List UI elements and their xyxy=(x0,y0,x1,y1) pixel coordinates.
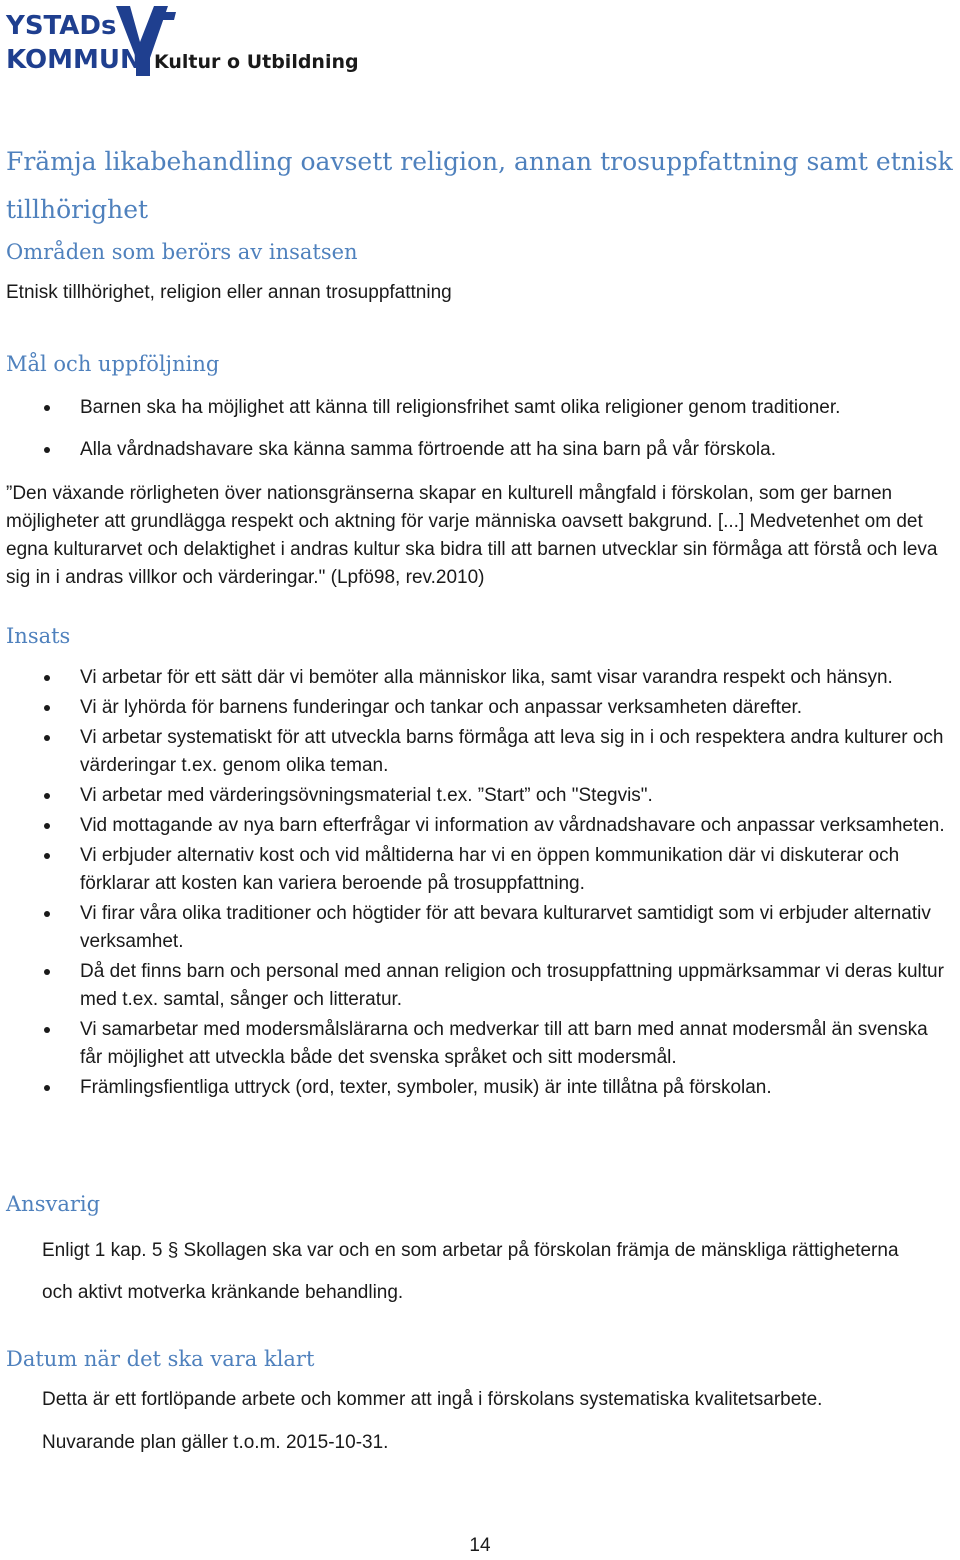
action-text: Vi är lyhörda för barnens funderingar och tankar och anpassar verksamheten därefter. xyxy=(80,697,803,718)
list-item xyxy=(0,664,955,692)
list-item xyxy=(0,694,955,722)
ystad-logo-graphic xyxy=(4,2,359,78)
list-item xyxy=(0,782,955,810)
action-text: Vi erbjuder alternativ kost och vid måltiderna har vi en öppen kommunikation där vi diskuterar och förklarar att kosten kan variera beroende på trosuppfattning. xyxy=(80,845,900,894)
actions-heading: Insats xyxy=(6,624,71,648)
bullet-icon xyxy=(44,1085,50,1091)
validity-text: Nuvarande plan gäller t.o.m. 2015-10-31. xyxy=(42,1432,389,1453)
logo-text-line2: KOMMUN xyxy=(6,45,142,75)
list-item xyxy=(0,724,955,780)
deadline-heading: Datum när det ska vara klart xyxy=(6,1347,315,1371)
areas-heading: Områden som berörs av insatsen xyxy=(6,240,358,264)
action-text: Vi arbetar systematiskt för att utveckla barns förmåga att leva sig in i och respektera andra kulturer och värderingar t.ex. genom olika teman. xyxy=(80,727,944,776)
bullet-icon xyxy=(44,793,50,799)
bullet-icon xyxy=(44,705,50,711)
action-text: Vi samarbetar med modersmålslärarna och medverkar till att barn med annat modersmål än svenska får möjlighet att utveckla både det svenska språket och sitt modersmål. xyxy=(80,1019,928,1068)
action-text: Vi arbetar för ett sätt där vi bemöter alla människor lika, samt visar varandra respekt och hänsyn. xyxy=(80,667,893,688)
responsible-heading: Ansvarig xyxy=(6,1192,101,1216)
list-item xyxy=(0,1074,955,1102)
action-text: Vid mottagande av nya barn efterfrågar vi information av vårdnadshavare och anpassar verksamheten. xyxy=(80,815,945,836)
bullet-icon xyxy=(44,911,50,917)
list-item xyxy=(0,842,955,898)
list-item xyxy=(0,394,950,422)
actions-list xyxy=(0,664,955,1102)
bullet-icon xyxy=(44,735,50,741)
bullet-icon xyxy=(44,405,50,411)
list-item xyxy=(0,436,950,464)
goal-text: Barnen ska ha möjlighet att känna till religionsfrihet samt olika religioner genom traditioner. xyxy=(80,397,841,418)
goals-heading: Mål och uppföljning xyxy=(6,352,220,376)
logo-text-department: Kultur o Utbildning xyxy=(154,51,359,73)
goals-list xyxy=(0,394,950,464)
responsible-text: Enligt 1 kap. 5 § Skollagen ska var och en som arbetar på förskolan främja de mänskliga rättigheterna och aktivt motverka kränkande behandling. xyxy=(42,1240,899,1303)
goal-text: Alla vårdnadshavare ska känna samma förtroende att ha sina barn på vår förskola. xyxy=(80,439,776,460)
municipality-logo xyxy=(4,2,359,78)
action-text: Främlingsfientliga uttryck (ord, texter, symboler, musik) är inte tillåtna på förskolan. xyxy=(80,1077,772,1098)
bullet-icon xyxy=(44,447,50,453)
action-text: Vi arbetar med värderingsövningsmaterial t.ex. ”Start” och "Stegvis". xyxy=(80,785,653,806)
list-item xyxy=(0,812,955,840)
bullet-icon xyxy=(44,853,50,859)
curriculum-quote: ”Den växande rörligheten över nationsgränserna skapar en kulturell mångfald i förskolan, som ger barnen möjligheter att grundlägga respekt och aktning för varje människa oavsett bakgrund. [...] Medvetenhet om det egna kulturarvet och delaktighet i andras kultur ska bidra till att barnen utvecklar sin förmåga att förstå och leva sig in i andras villkor och värderingar." (Lpfö98, rev.2010) xyxy=(6,483,938,588)
page-number: 14 xyxy=(469,1535,491,1556)
bullet-icon xyxy=(44,969,50,975)
bullet-icon xyxy=(44,675,50,681)
logo-text-line1: YSTADs xyxy=(6,11,117,41)
bullet-icon xyxy=(44,1027,50,1033)
list-item xyxy=(0,1016,955,1072)
action-text: Då det finns barn och personal med annan religion och trosuppfattning uppmärksammar vi deras kultur med t.ex. samtal, sånger och litteratur. xyxy=(80,961,944,1010)
list-item xyxy=(0,900,955,956)
deadline-text: Detta är ett fortlöpande arbete och kommer att ingå i förskolans systematiska kvalitetsarbete. xyxy=(42,1389,823,1410)
areas-text: Etnisk tillhörighet, religion eller annan trosuppfattning xyxy=(6,282,452,303)
page-title: Främja likabehandling oavsett religion, annan trosuppfattning samt etnisk tillhörighet xyxy=(6,147,953,224)
list-item xyxy=(0,958,955,1014)
action-text: Vi firar våra olika traditioner och högtider för att bevara kulturarvet samtidigt som vi erbjuder alternativ verksamhet. xyxy=(80,903,931,952)
bullet-icon xyxy=(44,823,50,829)
